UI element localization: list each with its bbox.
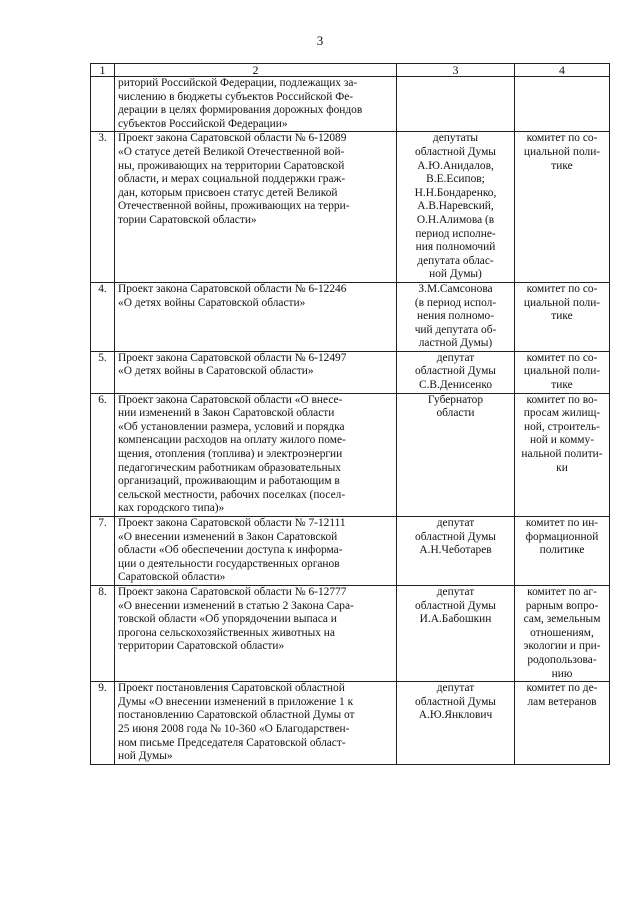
responsible-committee [515,77,610,132]
table-row [91,682,610,765]
bill-title-line: области, и мерах социальной поддержки граж- [118,173,346,186]
bill-title-line: педагогическим работникам образовательных [118,461,341,474]
row-number: 8. [91,585,115,681]
bill-authors-line: период исполне- [415,227,496,240]
bill-title-line: области «Об обеспечении доступа к информа- [118,544,343,557]
column-header-number: 1 [91,64,115,77]
row-number: 3. [91,132,115,283]
bill-title-line: Думы «О внесении изменений в приложение 1 к [118,695,354,708]
bill-title-line: сельской местности, рабочих поселках (посел- [118,488,346,501]
bill-title-line: субъектов Российской Федерации» [118,117,288,130]
bill-title-line: территории Саратовской области» [118,640,285,653]
bill-title-line: дерации в целях формирования дорожных фондов [118,104,363,117]
responsible-committee-line: тике [551,159,573,172]
bill-title-line: «О внесении изменений в Закон Саратовской [118,530,338,543]
bill-title-line: Проект закона Саратовской области № 6-12497 [118,351,347,364]
bill-title-line: Проект закона Саратовской области № 6-12246 [118,282,347,295]
table-row [91,517,610,586]
bill-title [115,282,397,351]
table-row [91,77,610,132]
bill-title-line: прогона сельскохозяйственных животных на [118,626,335,639]
responsible-committee-line: комитет по аг- [527,585,597,598]
bill-title-line: организаций, проживающим и работающим в [118,475,340,488]
responsible-committee [515,682,610,765]
bill-title [115,585,397,681]
table-row [91,282,610,351]
responsible-committee-line: тике [551,310,573,323]
responsible-committee-line: циальной поли- [523,145,601,158]
column-header-title: 2 [115,64,397,77]
bill-authors [397,132,515,283]
bill-title-line: «О статусе детей Великой Отечественной вой- [118,145,345,158]
bill-title-line: «О детях войны в Саратовской области» [118,365,314,378]
bill-authors-line: ластной Думы) [418,337,493,350]
column-header-authors: 3 [397,64,515,77]
bill-authors-line: О.Н.Алимова (в [416,213,495,226]
bill-title-line: 25 июня 2008 года № 10-360 «О Благодарствен- [118,722,350,735]
bill-title-line: числению в бюджеты субъектов Российской Фе- [118,90,354,103]
responsible-committee-line: просам жилищ- [523,407,601,420]
responsible-committee-line: отношениям, [530,626,594,639]
bill-authors [397,77,515,132]
column-header-committee: 4 [515,64,610,77]
bill-authors-line: В.Е.Есипов; [426,173,485,186]
bill-title-line: ны, проживающих на территории Саратовской [118,159,345,172]
bill-title-line: дан, которым присвоен статус детей Великой [118,186,338,199]
responsible-committee-line: циальной поли- [523,365,601,378]
responsible-committee-line: циальной поли- [523,296,601,309]
bill-title [115,682,397,765]
bill-authors [397,682,515,765]
table-row [91,132,610,283]
bill-title-line: «О детях войны Саратовской области» [118,296,306,309]
agenda-table [90,63,610,765]
bill-authors-line: И.А.Бабошкин [419,613,492,626]
table-header-row [91,64,610,77]
bill-title-line: ции о деятельности государственных органов [118,557,340,570]
responsible-committee-line: сам, земельным [523,613,601,626]
row-number [91,77,115,132]
bill-authors-line: А.Н.Чеботарев [419,544,492,557]
responsible-committee-line: ки [556,461,568,474]
responsible-committee-line: ной, строитель- [524,420,600,433]
responsible-committee [515,351,610,393]
bill-authors-line: депутат [436,585,475,598]
table-row [91,351,610,393]
bill-authors-line: (в период испол- [414,296,497,309]
bill-title-line: риторий Российской Федерации, подлежащих за- [118,77,358,89]
row-number: 6. [91,393,115,516]
row-number: 4. [91,282,115,351]
responsible-committee [515,132,610,283]
bill-authors-line: А.Ю.Янклович [418,709,493,722]
bill-title [115,77,397,132]
bill-authors-line: нения полномо- [416,310,495,323]
bill-authors [397,351,515,393]
bill-title-line: компенсации расходов на оплату жилого поме- [118,434,346,447]
responsible-committee [515,585,610,681]
bill-authors-line: чий депутата об- [414,323,497,336]
responsible-committee-line: нию [551,667,573,680]
row-number: 5. [91,351,115,393]
bill-title-line: Проект постановления Саратовской областной [118,682,345,695]
bill-title-line: Проект закона Саратовской области № 6-12777 [118,585,347,598]
bill-title-line: нии изменений в Закон Саратовской области [118,407,335,420]
bill-authors-line: А.В.Наревский, [417,200,494,213]
bill-title-line: щения, отопления (топлива) и электроэнергии [118,448,343,461]
bill-title-line: Проект закона Саратовской области № 7-12111 [118,517,346,529]
bill-authors-line: областной Думы [415,530,496,543]
responsible-committee-line: комитет по со- [526,351,598,364]
bill-authors [397,393,515,516]
responsible-committee-line: нальной полити- [521,448,603,461]
responsible-committee [515,393,610,516]
responsible-committee-line: рарным вопро- [525,599,599,612]
bill-title-line: Отечественной войны, проживающих на терри- [118,200,350,213]
bill-title-line: ном письме Председателя Саратовской област- [118,736,346,749]
bill-authors-line: областной Думы [415,599,496,612]
bill-title-line: постановлению Саратовской областной Думы от [118,709,355,722]
responsible-committee-line: комитет по де- [526,682,598,695]
responsible-committee-line: комитет по со- [526,132,598,145]
bill-title-line: Проект закона Саратовской области «О внесе- [118,393,343,406]
responsible-committee-line: политике [539,544,585,557]
table-row [91,585,610,681]
bill-authors-line: области [436,407,475,420]
bill-authors-line: Н.Н.Бондаренко, [414,186,497,199]
bill-authors-line: депутат [436,517,475,529]
bill-title-line: ной Думы» [118,750,173,763]
responsible-committee-line: тике [551,379,573,392]
responsible-committee-line: комитет по со- [526,282,598,295]
responsible-committee-line: комитет по ин- [525,517,599,529]
bill-authors-line: ния полномочий [415,241,496,254]
page-number: 3 [316,33,324,48]
responsible-committee [515,517,610,586]
bill-authors-line: Губернатор [427,393,484,406]
bill-authors [397,282,515,351]
bill-authors-line: депутаты [432,132,479,145]
bill-authors-line: депутат [436,351,475,364]
bill-authors-line: депутат [436,682,475,695]
responsible-committee-line: комитет по во- [526,393,598,406]
bill-authors-line: З.М.Самсонова [418,282,493,295]
bill-title-line: Саратовской области» [118,571,226,584]
bill-authors-line: ной Думы) [429,268,482,281]
responsible-committee-line: ной и комму- [529,434,595,447]
bill-title [115,517,397,586]
bill-authors-line: областной Думы [415,695,496,708]
bill-title-line: ках городского типа)» [118,502,225,515]
responsible-committee-line: формационной [525,530,599,543]
bill-title-line: «О внесении изменений в статью 2 Закона Сара- [118,599,354,612]
row-number: 7. [91,517,115,586]
bill-title [115,393,397,516]
responsible-committee-line: экологии и при- [523,640,601,653]
bill-title-line: «Об установлении размера, условий и порядка [118,420,345,433]
bill-authors-line: С.В.Денисенко [418,379,493,392]
responsible-committee-line: лам ветеранов [527,695,597,708]
bill-authors-line: А.Ю.Анидалов, [417,159,494,172]
responsible-committee-line: родопользова- [527,653,597,666]
bill-authors-line: областной Думы [415,145,496,158]
bill-authors-line: областной Думы [415,365,496,378]
bill-authors-line: депутата облас- [417,254,494,267]
table-row [91,393,610,516]
bill-title-line: тории Саратовской области» [118,213,257,226]
responsible-committee [515,282,610,351]
bill-title [115,132,397,283]
bill-authors [397,585,515,681]
row-number: 9. [91,682,115,765]
bill-title-line: Проект закона Саратовской области № 6-12089 [118,132,347,145]
bill-title-line: товской области «Об упорядочении выпаса и [118,613,337,626]
bill-authors [397,517,515,586]
bill-title [115,351,397,393]
